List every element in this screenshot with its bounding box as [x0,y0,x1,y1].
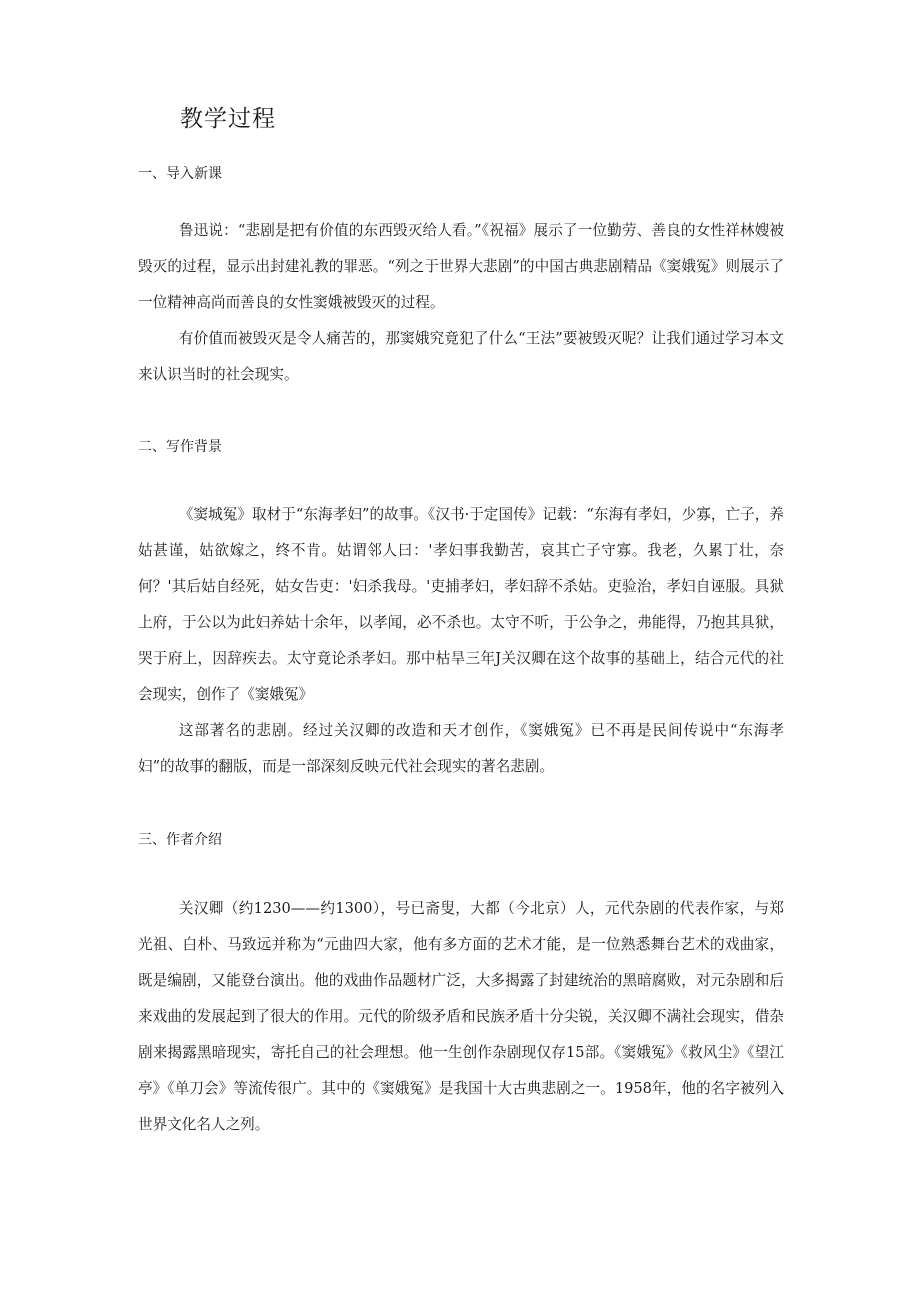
section-heading-background: 二、写作背景 [138,439,222,455]
page-title: 教学过程 [180,106,276,132]
paragraph-intro-2: 有价值而被毁灭是令人痛苦的，那窦娥究竟犯了什么“王法”要被毁灭呢？让我们通过学习本文来认识当时的社会现实。 [138,330,784,383]
paragraph-background-2: 这部著名的悲剧。经过关汉卿的改造和天才创作，《窦娥冤》已不再是民间传说中“东海孝妇”的故事的翻版，而是一部深刻反映元代社会现实的著名悲剧。 [138,722,784,775]
section-heading-author: 三、作者介绍 [138,832,222,848]
paragraph-background-1: 《窦城冤》取材于“东海孝妇”的故事。《汉书·于定国传》记载：“东海有孝妇，少寡，亡子，养姑甚谨，姑欲嫁之，终不肯。姑谓邻人曰：'孝妇事我勤苦，哀其亡子守寡。我老，久累丁壮，奈何？'其后姑自经死，姑女告吏：'妇杀我母。'吏捕孝妇，孝妇辞不杀姑。吏验治，孝妇自诬服。具狱上府，于公以为此妇养姑十余年，以孝闻，必不杀也。太守不听，于公争之，弗能得，乃抱其具狱，哭于府上，因辞疾去。太守竟论杀孝妇。那中枯旱三年J关汉卿在这个故事的基础上，结合元代的社会现实，创作了《窦娥冤》 [138,506,784,703]
section-heading-intro: 一、导入新课 [138,166,222,182]
paragraph-intro-1: 鲁迅说：“悲剧是把有价值的东西毁灭给人看。”《祝福》展示了一位勤劳、善良的女性祥林嫂被毁灭的过程，显示出封建礼教的罪恶。“列之于世界大悲剧”的中国古典悲剧精品《窦娥冤》则展示了一位精神高尚而善良的女性窦娥被毁灭的过程。 [138,222,784,311]
paragraph-author-1: 关汉卿（约1230——约1300），号已斋叟，大都（今北京）人，元代杂剧的代表作家，与郑光祖、白朴、马致远并称为“元曲四大家，他有多方面的艺术才能，是一位熟悉舞台艺术的戏曲家，既是编剧，又能登台演出。他的戏曲作品题材广泛，大多揭露了封建统治的黑暗腐败，对元杂剧和后来戏曲的发展起到了很大的作用。元代的阶级矛盾和民族矛盾十分尖锐，关汉卿不满社会现实，借杂剧来揭露黑暗现实，寄托自己的社会理想。他一生创作杂剧现仅存15部。《窦娥冤》《救风尘》《望江亭》《单刀会》等流传很广。其中的《窦娥冤》是我国十大古典悲剧之一。1958年，他的名字被列入世界文化名人之列。 [138,900,785,1133]
